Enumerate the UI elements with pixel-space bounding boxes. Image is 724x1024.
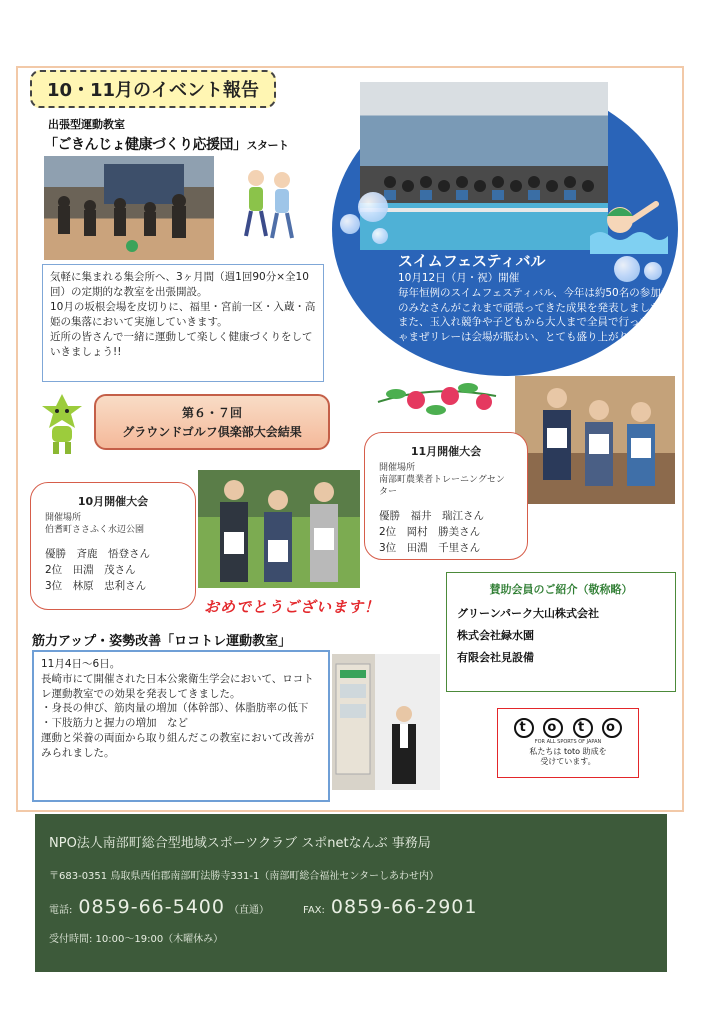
office-address: 〒683-0351 鳥取県西伯郡南部町法勝寺331-1（南部町総合福祉センターしあわせ内） [49,871,439,882]
swim-festival-date: 10月12日（月・祝）開催 [398,272,520,284]
organization-name: NPO法人南部町総合型地域スポーツクラブ スポnetなんぶ 事務局 [49,836,431,851]
october-winners-photo-scene [198,470,360,588]
swimmer-illustration [590,196,668,254]
sponsor-members-title: 賛助会員のご紹介（敬称略） [489,583,633,596]
congratulations-text: おめでとうございます！ [204,598,381,616]
tel-note: （直通） [228,905,269,916]
fax-number: 0859-66-2901 [330,896,478,918]
sponsor-item: グリーンパーク大山株式会社 [457,607,600,620]
november-tournament-ranks: 優勝 福井 瑞江さん 2位 岡村 勝美さん 3位 田淵 千里さん [379,510,484,554]
sponsor-members-box [446,572,676,692]
locotre-title: 筋力アップ・姿勢改善「ロコトレ運動教室」 [32,634,292,649]
camellia-flowers-illustration [374,378,500,420]
health-class-headline [44,134,289,154]
november-tournament-venue: 開催場所 南部町農業者トレーニングセンター [379,463,505,497]
tel-label: 電話: [49,905,73,916]
health-class-description: 気軽に集まれる集会所へ、3ヶ月間（週1回90分×全10回）の定期的な教室を出張開設。 10月の坂根会場を皮切りに、福里・宮前一区・入蔵・高姫の集落において実施していきます。 近所の皆さんで一緒に運動して楽しく健康づくりをしていきましょう!! [42,264,324,382]
bubble-decoration [372,228,388,244]
ground-golf-banner-line1: 第６・７回 [181,406,242,420]
toto-logo [498,715,638,738]
tel-number[interactable]: 0859-66-5400 [78,896,225,918]
october-tournament-title: 10月開催大会 [77,495,149,508]
bubble-decoration [614,256,640,282]
ground-golf-banner [94,394,330,450]
fax-label: FAX: [302,905,325,916]
october-tournament-results [30,482,196,610]
swim-festival-description: 毎年恒例のスイムフェスティバル、今年は約50名の参加者のみなさんがこれまで頑張ってきた成果を発表しました。また、玉入れ競争や子どもから大人まで全員で行ったごちゃまぜリレーは会場が賑わい、とても盛り上がりました。 [398,287,672,343]
locotre-description: 11月4日～6日。 長崎市にて開催された日本公衆衛生学会において、ロコトレ運動教室での効果を発表してきました。 ・身長の伸び、筋肉量の増加（体幹部）、体脂肪率の低下 ・下肢筋力と握力の増加 など 運動と栄養の両面から取り組んだこの教室において改善がみられました。 [32,650,330,802]
health-class-headline-suffix: スタート [246,139,289,152]
health-class-headline-main: 「ごきんじょ健康づくり応援団」 [44,137,247,153]
toto-logo-letter: t [514,718,534,738]
mascot-character-illustration [38,392,86,456]
toto-grant-badge [497,708,639,778]
november-tournament-title: 11月開催大会 [410,445,482,458]
health-class-photo-scene [44,156,214,260]
november-winners-photo [515,376,675,504]
conference-poster-photo [332,654,440,790]
office-contact-footer [35,814,667,972]
toto-tagline: FOR ALL SPORTS OF JAPAN [534,739,602,745]
november-winners-photo-scene [515,376,675,504]
toto-logo-letter: o [602,718,622,738]
office-hours: 受付時間: 10:00～19:00（木曜休み） [49,934,224,945]
bubble-decoration [644,262,662,280]
ground-golf-banner-line2: グラウンドゴルフ倶楽部大会結果 [122,425,302,439]
swim-festival-photo [360,82,608,250]
sponsor-item: 有限会社見設備 [457,651,534,664]
october-winners-photo [198,470,360,588]
bubble-decoration [340,214,360,234]
november-tournament-results [364,432,528,560]
walking-couple-illustration [238,166,300,242]
conference-poster-photo-scene [332,654,440,790]
contact-numbers [49,896,653,918]
event-report-title: 10・11月のイベント報告 [30,70,276,108]
toto-logo-letter: o [543,718,563,738]
health-class-photo [44,156,214,260]
sponsor-item: 株式会社緑水園 [457,629,534,642]
toto-grant-note: 私たちは toto 助成を 受けています。 [529,747,607,766]
october-tournament-venue: 開催場所 伯耆町ささふく水辺公園 [45,513,145,535]
toto-logo-letter: t [573,718,593,738]
bubble-decoration [358,192,388,222]
swim-festival-title: スイムフェスティバル [398,252,546,270]
swim-festival-photo-scene [360,82,608,250]
health-class-subhead: 出張型運動教室 [48,118,125,131]
october-tournament-ranks: 優勝 斉鹿 悟登さん 2位 田淵 茂さん 3位 林原 忠利さん [45,548,150,592]
